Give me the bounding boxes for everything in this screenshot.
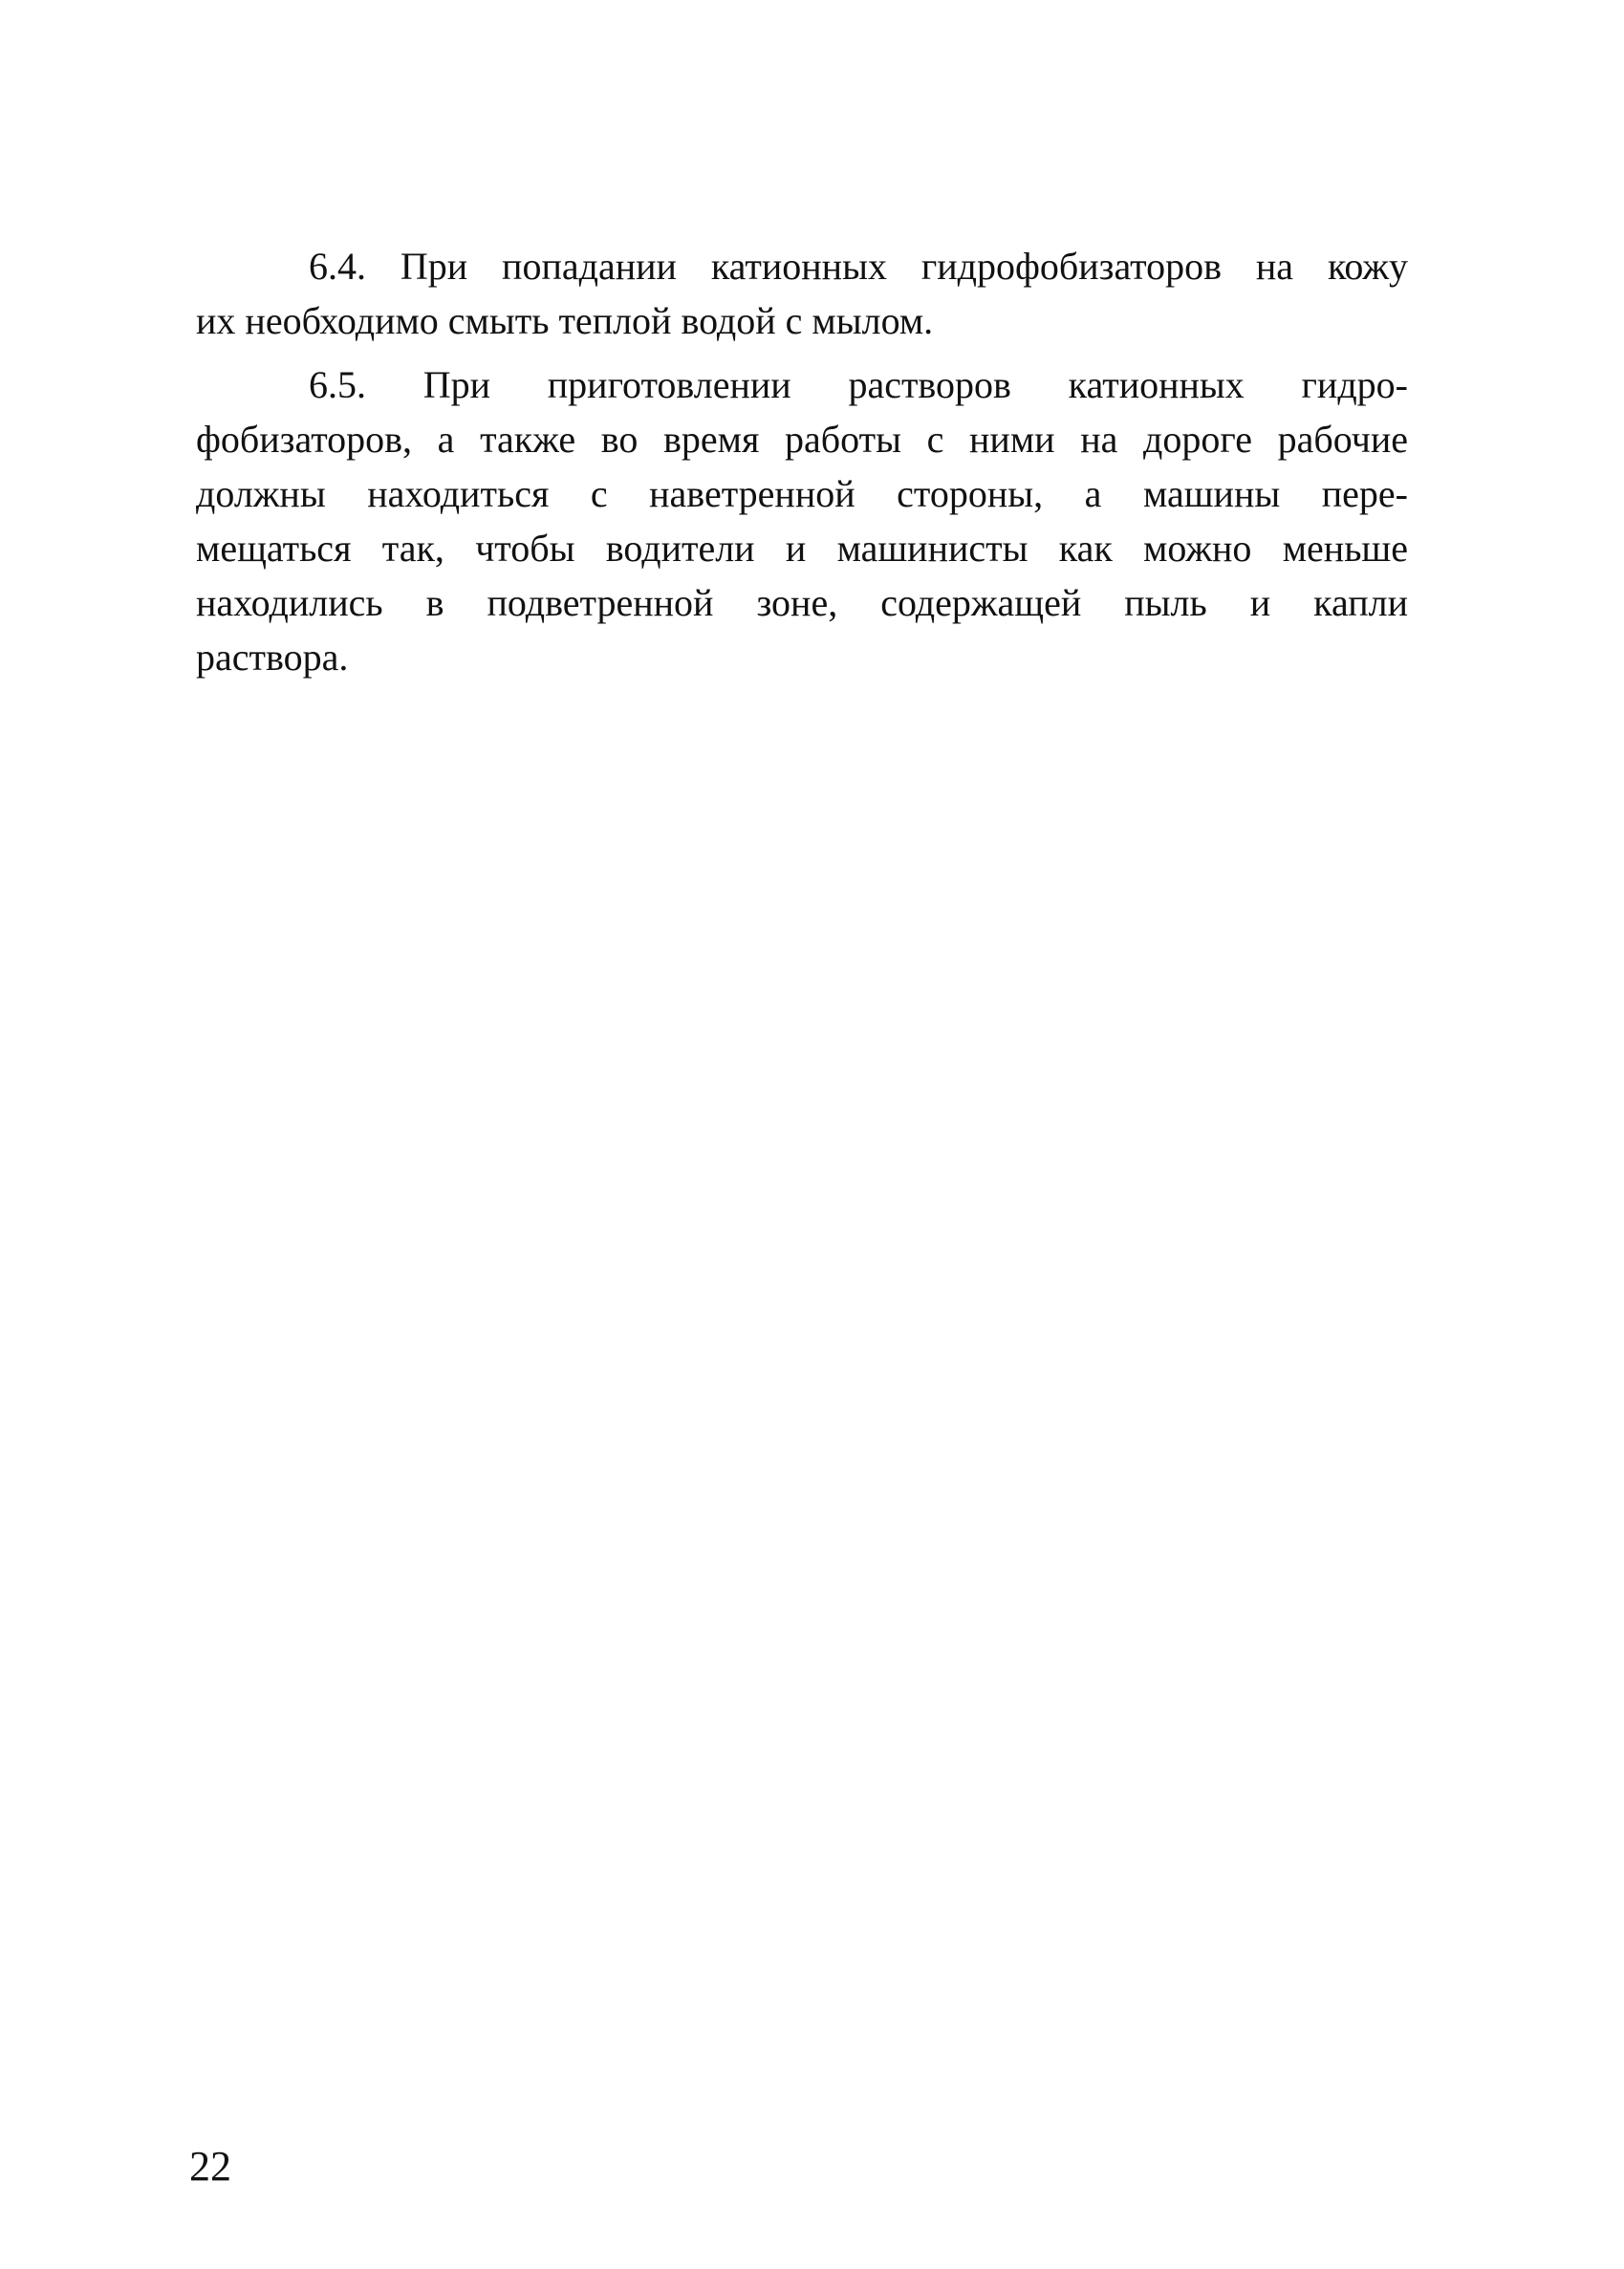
paragraph-line: раствора. (196, 636, 349, 679)
paragraph-6-5 (196, 357, 1408, 684)
paragraph-line: 6.4. При попадании катионных гидрофобизаторов на кожу (309, 245, 1408, 288)
paragraph-line: фобизаторов, а также во время работы с ними на дороге рабочие (196, 418, 1408, 461)
paragraph-line: должны находиться с наветренной стороны, а машины пере- (196, 472, 1408, 515)
page-number: 22 (189, 2143, 231, 2190)
body-text (196, 239, 1408, 684)
paragraph-line: их необходимо смыть теплой водой с мылом. (196, 299, 934, 342)
paragraph-6-4 (196, 239, 1408, 348)
paragraph-line: находились в подветренной зоне, содержащей пыль и капли (196, 581, 1408, 624)
paragraph-line: 6.5. При приготовлении растворов катионных гидро- (309, 363, 1408, 406)
paragraph-line: мещаться так, чтобы водители и машинисты как можно меньше (196, 527, 1408, 570)
